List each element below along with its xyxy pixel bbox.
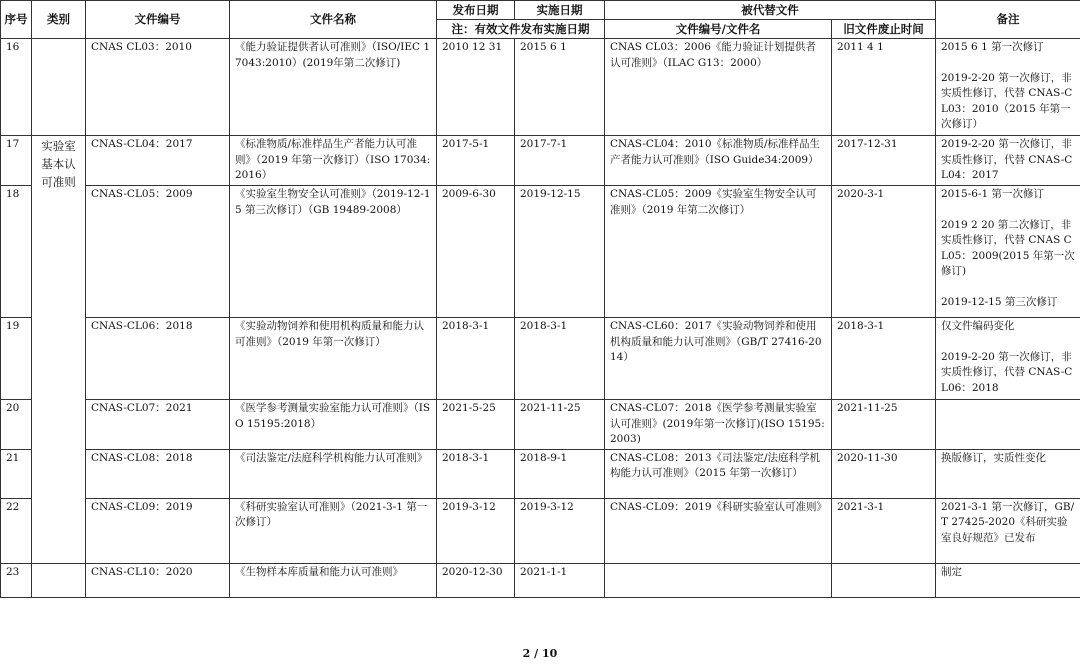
doc-name: 《实验室生物安全认可准则》（2019-12-15 第三次修订）（GB 19489-2008） [230,186,437,318]
remark-line: 2019-2-20 第一次修订，非实质性修订，代替 CNAS-CL06：2018 [941,350,1073,394]
remarks-cell [936,498,1080,563]
row-number: 19 [1,318,32,400]
publish-date: 2017-5-1 [437,136,515,186]
doc-code: CNAS-CL07：2021 [86,400,230,450]
old-abolish-date: 2020-11-30 [832,449,936,498]
table-body [1,39,1080,598]
effective-date: 2021-11-25 [515,400,605,450]
publish-date: 2018-3-1 [437,318,515,400]
remark-line: 2019-2-20 第一次修订，非实质性修订，代替 CNAS-CL03：2010（2015 年第一次修订） [941,71,1073,130]
remarks-cell [936,318,1080,400]
row-number: 22 [1,498,32,563]
effective-date: 2018-3-1 [515,318,605,400]
effective-date: 2015 6 1 [515,39,605,136]
table-row [1,400,1080,450]
effective-date: 2018-9-1 [515,449,605,498]
table-row [1,449,1080,498]
remark-gap [941,56,1075,71]
remarks-cell [936,563,1080,597]
replaced-doc: CNAS-CL07：2018《医学参考测量实验室认可准则》(2019年第一次修订)(ISO 15195:2003) [605,400,832,450]
replaced-doc: CNAS-CL05：2009《实验室生物安全认可准则》（2019 年第二次修订） [605,186,832,318]
doc-name: 《实验动物饲养和使用机构质量和能力认可准则》（2019 年第一次修订） [230,318,437,400]
row-number: 23 [1,563,32,597]
table-row [1,39,1080,136]
doc-code: CNAS-CL05：2009 [86,186,230,318]
replaced-doc: CNAS-CL60：2017《实验动物饲养和使用机构质量和能力认可准则》（GB/T 27416-2014） [605,318,832,400]
remarks-cell [936,186,1080,318]
publish-date: 2021-5-25 [437,400,515,450]
replaced-doc: CNAS-CL04：2010《标准物质/标准样品生产者能力认可准则》（ISO Guide34:2009） [605,136,832,186]
effective-date: 2019-3-12 [515,498,605,563]
publish-date: 2019-3-12 [437,498,515,563]
effective-date: 2017-7-1 [515,136,605,186]
replaced-doc: CNAS-CL08：2013《司法鉴定/法庭科学机构能力认可准则》（2015 年第一次修订） [605,449,832,498]
table-row [1,318,1080,400]
old-abolish-date: 2020-3-1 [832,186,936,318]
remark-gap [941,280,1075,295]
old-abolish-date: 2011 4 1 [832,39,936,136]
doc-name: 《医学参考测量实验室能力认可准则》（ISO 15195:2018） [230,400,437,450]
publish-date: 2018-3-1 [437,449,515,498]
page-number: 2 / 10 [522,647,558,660]
old-abolish-date: 2021-3-1 [832,498,936,563]
doc-name: 《标准物质/标准样品生产者能力认可准则》（2019 年第一次修订）（ISO 17034:2016） [230,136,437,186]
effective-date: 2019-12-15 [515,186,605,318]
remark-line: 2019 2 20 第二次修订，非实质性修订，代替 CNAS CL05：2009(2015 年第一次修订) [941,218,1075,277]
doc-name: 《能力验证提供者认可准则》（ISO/IEC 17043:2010）(2019年第二次修订) [230,39,437,136]
remark-line: 2019-2-20 第一次修订，非实质性修订，代替 CNAS-CL04：2017 [941,138,1073,181]
remark-line: 2015 6 1 第一次修订 [941,41,1044,53]
header-old-abolish: 旧文件废止时间 [832,20,936,39]
remark-line: 2021-3-1 第一次修订，GB/T 27425-2020《科研实验室良好规范》已发布 [941,500,1075,544]
header-date-note: 注：有效文件发布实施日期 [437,20,605,39]
old-abolish-date [832,563,936,597]
table-row [1,498,1080,563]
header-publish-date: 发布日期 [437,1,515,20]
doc-code: CNAS-CL09：2019 [86,498,230,563]
remark-line: 2019-12-15 第三次修订 [941,295,1058,308]
replaced-doc [605,563,832,597]
publish-date: 2020-12-30 [437,563,515,597]
remarks-cell [936,136,1080,186]
old-abolish-date: 2018-3-1 [832,318,936,400]
table-row [1,136,1080,186]
old-abolish-date: 2017-12-31 [832,136,936,186]
doc-code: CNAS-CL08：2018 [86,449,230,498]
header-doc-code: 文件编号 [86,1,230,39]
header-category: 类别 [32,1,86,39]
effective-date: 2021-1-1 [515,563,605,597]
doc-code: CNAS-CL10：2020 [86,563,230,597]
table-row [1,563,1080,597]
row-number: 18 [1,186,32,318]
doc-name: 《科研实验室认可准则》（2021-3-1 第一次修订） [230,498,437,563]
header-replaced: 被代替文件 [605,1,936,20]
remarks-cell [936,400,1080,450]
doc-name: 《司法鉴定/法庭科学机构能力认可准则》 [230,449,437,498]
publish-date: 2010 12 31 [437,39,515,136]
table-row [1,186,1080,318]
remark-gap [941,203,1075,218]
header-replaced-code-name: 文件编号/文件名 [605,20,832,39]
category-cell: 实验室基本认可准则 [32,136,86,564]
remarks-cell [936,449,1080,498]
publish-date: 2009-6-30 [437,186,515,318]
remark-line: 换版修订，实质性变化 [941,451,1046,464]
doc-code: CNAS-CL06：2018 [86,318,230,400]
remark-gap [941,335,1075,350]
remark-line: 制定 [941,565,962,578]
row-number: 17 [1,136,32,186]
category-cell-empty [32,563,86,597]
category-cell-empty [32,39,86,136]
doc-name: 《生物样本库质量和能力认可准则》 [230,563,437,597]
doc-code: CNAS-CL04：2017 [86,136,230,186]
old-abolish-date: 2021-11-25 [832,400,936,450]
row-number: 21 [1,449,32,498]
row-number: 20 [1,400,32,450]
header-effective-date: 实施日期 [515,1,605,20]
remark-line: 2015-6-1 第一次修订 [941,188,1045,200]
remark-line: 仅文件编码变化 [941,320,1015,332]
header-remarks: 备注 [936,1,1080,39]
header-no: 序号 [1,1,32,39]
header-doc-name: 文件名称 [230,1,437,39]
replaced-doc: CNAS-CL09：2019《科研实验室认可准则》 [605,498,832,563]
doc-code: CNAS CL03：2010 [86,39,230,136]
row-number: 16 [1,39,32,136]
remarks-cell [936,39,1080,136]
replaced-doc: CNAS CL03：2006《能力验证计划提供者认可准则》（ILAC G13：2000） [605,39,832,136]
